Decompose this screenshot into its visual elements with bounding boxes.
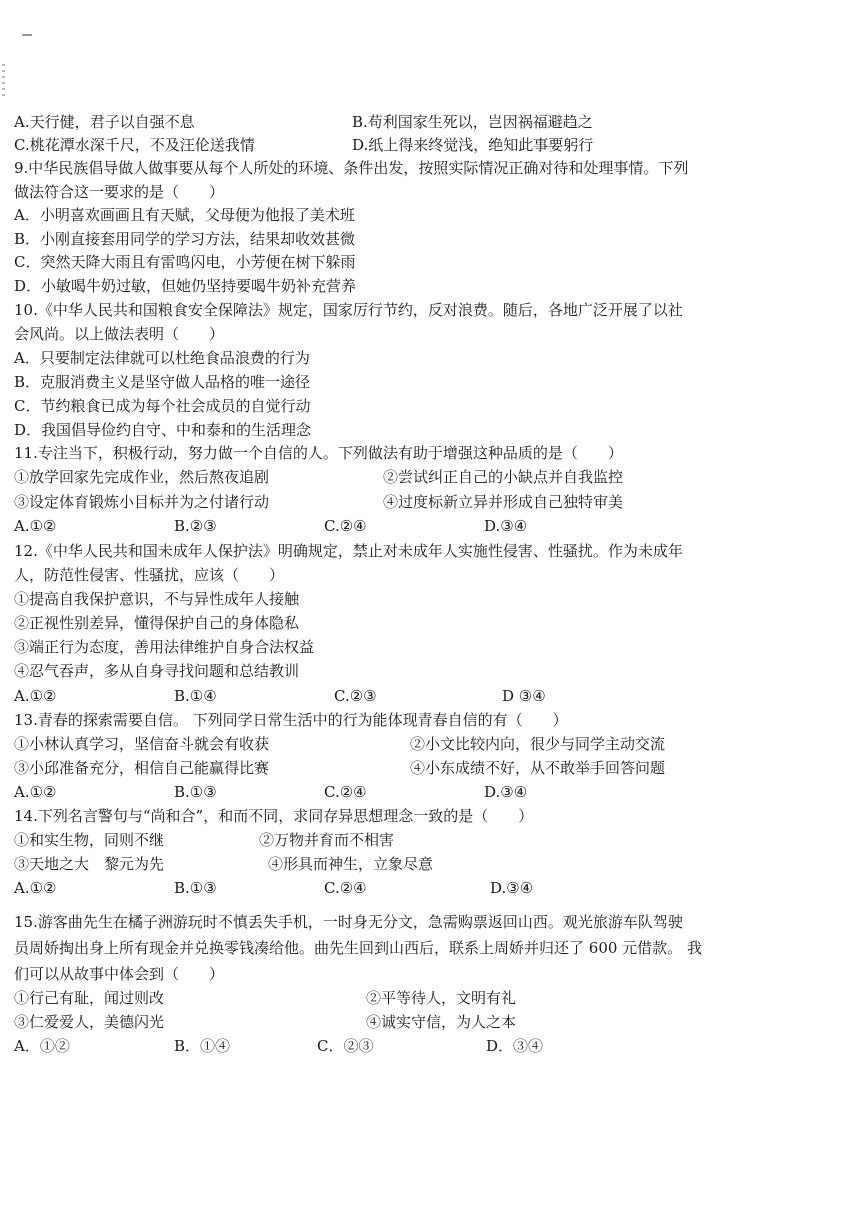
q15-stem-line-3: 们可以从故事中体会到（ ） <box>14 965 225 983</box>
q14-stem: 14.下列名言警句与“尚和合”，和而不同，求同存异思想理念一致的是（ ） <box>14 807 534 825</box>
q12-stem-line-1: 12.《中华人民共和国未成年人保护法》明确规定，禁止对未成年人实施性侵害、性骚扰。作为未成年 <box>14 542 683 560</box>
q15-statement-4: ④诚实守信，为人之本 <box>366 1013 517 1031</box>
q15-option-c: C．②③ <box>317 1037 374 1055</box>
q11-statement-1: ①放学回家先完成作业，然后熬夜追剧 <box>14 468 270 486</box>
q13-statement-2: ②小文比较内向，很少与同学主动交流 <box>410 735 666 753</box>
q9-option-a: A．小明喜欢画画且有天赋，父母便为他报了美术班 <box>14 206 355 224</box>
q11-statement-4: ④过度标新立异并形成自己独特审美 <box>383 493 624 511</box>
q8-option-b: B.苟利国家生死以，岂因祸福避趋之 <box>352 113 593 131</box>
q11-option-a: A.①② <box>14 517 57 535</box>
q14-statement-1: ①和实生物，同则不继 <box>14 831 165 849</box>
q9-stem-line-2: 做法符合这一要求的是（ ） <box>14 183 225 201</box>
q15-statement-3: ③仁爱爱人，美德闪光 <box>14 1013 165 1031</box>
q12-statement-1: ①提高自我保护意识，不与异性成年人接触 <box>14 590 300 608</box>
q14-statement-2: ②万物并育而不相害 <box>259 831 395 849</box>
q12-option-d: D ③④ <box>502 687 546 705</box>
q13-stem: 13.青春的探索需要自信。 下列同学日常生活中的行为能体现青春自信的有（ ） <box>14 711 568 729</box>
q11-option-d: D.③④ <box>484 517 528 535</box>
q8-option-c: C.桃花潭水深千尺，不及汪伦送我情 <box>14 136 255 154</box>
q10-option-a: A．只要制定法律就可以杜绝食品浪费的行为 <box>14 349 310 367</box>
q9-option-b: B．小刚直接套用同学的学习方法，结果却收效甚微 <box>14 230 356 248</box>
q15-option-d: D．③④ <box>486 1037 544 1055</box>
q9-option-d: D．小敏喝牛奶过敏，但她仍坚持要喝牛奶补充营养 <box>14 277 357 295</box>
q10-option-d: D．我国倡导俭约自守、中和泰和的生活理念 <box>14 421 312 439</box>
q15-stem-line-1: 15.游客曲先生在橘子洲游玩时不慎丢失手机，一时身无分文，急需购票返回山西。观光旅游车队驾驶 <box>14 913 683 931</box>
q12-option-a: A.①② <box>14 687 57 705</box>
q11-statement-3: ③设定体育锻炼小目标并为之付诸行动 <box>14 493 270 511</box>
q14-statement-3: ③天地之大 黎元为先 <box>14 855 165 873</box>
q13-statement-4: ④小东成绩不好，从不敢举手回答问题 <box>410 759 666 777</box>
q13-option-a: A.①② <box>14 783 57 801</box>
scan-edge-dots <box>2 64 5 100</box>
q15-statement-1: ①行己有耻，闻过则改 <box>14 989 165 1007</box>
q12-stem-line-2: 人，防范性侵害、性骚扰，应该（ ） <box>14 566 285 584</box>
q14-option-d: D.③④ <box>490 879 534 897</box>
q13-option-b: B.①③ <box>174 783 217 801</box>
q10-option-b: B．克服消费主义是坚守做人品格的唯一途径 <box>14 373 311 391</box>
q15-option-b: B．①④ <box>174 1037 231 1055</box>
scan-edge-mark <box>22 34 32 36</box>
q11-option-b: B.②③ <box>174 517 217 535</box>
q11-option-c: C.②④ <box>324 517 367 535</box>
q15-statement-2: ②平等待人，文明有礼 <box>366 989 517 1007</box>
q14-option-a: A.①② <box>14 879 57 897</box>
q13-statement-1: ①小林认真学习，坚信奋斗就会有收获 <box>14 735 270 753</box>
q12-statement-4: ④忍气吞声，多从自身寻找问题和总结教训 <box>14 662 300 680</box>
q12-statement-3: ③端正行为态度，善用法律维护自身合法权益 <box>14 638 315 656</box>
q11-stem: 11.专注当下，积极行动，努力做一个自信的人。下列做法有助于增强这种品质的是（ ） <box>14 444 623 462</box>
q10-option-c: C．节约粮食已成为每个社会成员的自觉行动 <box>14 397 311 415</box>
q12-option-c: C.②③ <box>334 687 377 705</box>
q15-stem-line-2: 员周娇掏出身上所有现金并兑换零钱凑给他。曲先生回到山西后，联系上周娇并归还了 600 元借款。 我 <box>14 939 702 957</box>
q9-option-c: C．突然天降大雨且有雷鸣闪电，小芳便在树下躲雨 <box>14 253 356 271</box>
q8-option-d: D.纸上得来终觉浅，绝知此事要躬行 <box>352 136 594 154</box>
q14-option-c: C.②④ <box>324 879 367 897</box>
q13-option-c: C.②④ <box>324 783 367 801</box>
q15-option-a: A．①② <box>14 1037 70 1055</box>
q10-stem-line-2: 会风尚。以上做法表明（ ） <box>14 325 225 343</box>
q8-option-a: A.天行健，君子以自强不息 <box>14 113 195 131</box>
q12-statement-2: ②正视性别差异，懂得保护自己的身体隐私 <box>14 614 300 632</box>
q14-statement-4: ④形具而神生，立象尽意 <box>268 855 434 873</box>
q13-option-d: D.③④ <box>484 783 528 801</box>
q12-option-b: B.①④ <box>174 687 217 705</box>
q9-stem-line-1: 9.中华民族倡导做人做事要从每个人所处的环境、条件出发，按照实际情况正确对待和处理事情。下列 <box>14 159 689 177</box>
q14-option-b: B.①③ <box>174 879 217 897</box>
q11-statement-2: ②尝试纠正自己的小缺点并自我监控 <box>383 468 624 486</box>
q10-stem-line-1: 10.《中华人民共和国粮食安全保障法》规定，国家厉行节约，反对浪费。随后，各地广泛开展了以社 <box>14 301 683 319</box>
q13-statement-3: ③小邱准备充分，相信自己能赢得比赛 <box>14 759 270 777</box>
